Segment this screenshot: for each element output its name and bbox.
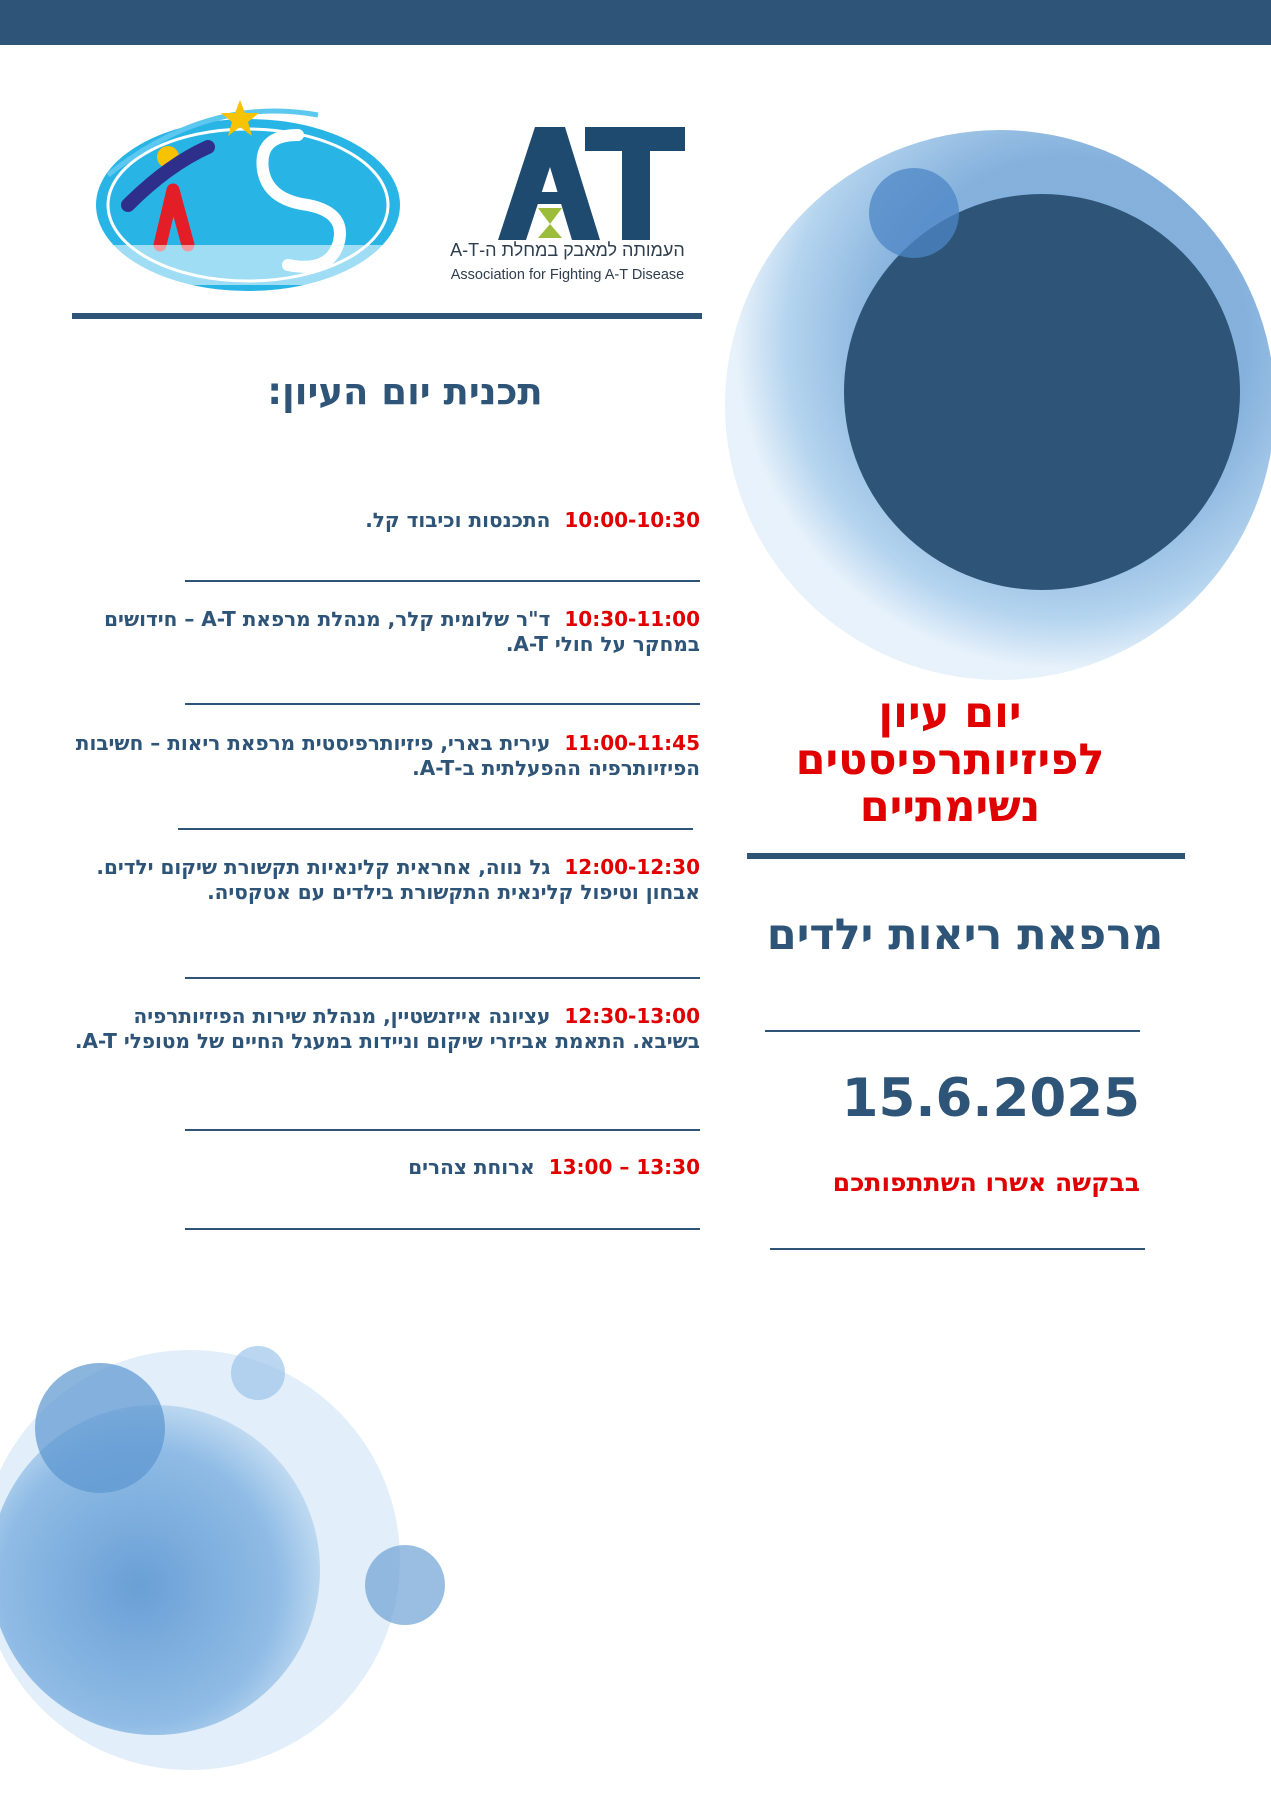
program-item-time: 10:00-10:30 — [564, 508, 700, 532]
separator-line — [765, 1030, 1140, 1032]
program-item — [70, 855, 700, 905]
event-date: 15.6.2025 — [841, 1068, 1140, 1129]
at-org-hebrew-name: העמותה למאבק במחלת ה-A-T — [450, 240, 685, 260]
program-item-text: גל נווה, אחראית קלינאיות תקשורת שיקום ילדים. אבחון וטיפול קלינאית התקשורת בילדים עם אטקסיה. — [96, 855, 700, 904]
separator-line — [185, 703, 700, 705]
program-item-text: ארוחת צהרים — [408, 1155, 535, 1179]
separator-line — [185, 977, 700, 979]
program-item — [70, 1004, 700, 1054]
bottom-tiny-bubble — [231, 1346, 285, 1400]
program-item-time: 12:00-12:30 — [564, 855, 700, 879]
program-item-text: התכנסות וכיבוד קל. — [365, 508, 551, 532]
event-title-line: נשימתיים — [859, 782, 1041, 832]
program-item-time: 10:30-11:00 — [564, 607, 700, 631]
program-item — [70, 731, 700, 781]
bottom-right-bubble — [365, 1545, 445, 1625]
separator-line — [770, 1248, 1145, 1250]
rsvp-request: בבקשה אשרו השתתפותכם — [832, 1168, 1140, 1197]
separator-line — [185, 1228, 700, 1230]
header-divider — [72, 313, 702, 319]
at-org-english-name: Association for Fighting A-T Disease — [450, 267, 685, 283]
clinic-name: מרפאת ריאות ילדים — [766, 910, 1164, 960]
program-item-text: עירית בארי, פיזיותרפיסטית מרפאת ריאות – חשיבות הפיזיותרפיה ההפעלתית ב-A-T. — [75, 731, 700, 780]
program-item-time: 11:00-11:45 — [564, 731, 700, 755]
event-title — [750, 690, 1150, 831]
program-item — [70, 1155, 700, 1180]
small-blue-bubble — [869, 168, 959, 258]
event-title-line: לפיזיותרפיסטים — [795, 735, 1105, 785]
bottom-top-bubble — [35, 1363, 165, 1493]
program-item-time: 12:30-13:00 — [564, 1004, 700, 1028]
separator-line — [178, 828, 693, 830]
program-item-text: עציונה אייזנשטיין, מנהלת שירות הפיזיותרפיה בשיבא. התאמת אביזרי שיקום וניידות במעגל החיים של מטופלי A-T. — [74, 1004, 700, 1053]
program-item — [70, 508, 700, 533]
at-association-logo — [440, 122, 695, 292]
at-logo-icon — [440, 122, 695, 240]
program-item-time: 13:30 – 13:00 — [548, 1155, 700, 1179]
program-title: תכנית יום העיון: — [267, 370, 543, 413]
event-divider — [747, 853, 1185, 859]
program-item-text: ד"ר שלומית קלר, מנהלת מרפאת A-T – חידושים במחקר על חולי A-T. — [104, 607, 700, 656]
separator-line — [185, 580, 700, 582]
separator-line — [185, 1129, 700, 1131]
program-item — [70, 607, 700, 657]
children-rehabilitation-logo-icon — [88, 95, 404, 305]
event-title-line: יום עיון — [878, 688, 1022, 738]
